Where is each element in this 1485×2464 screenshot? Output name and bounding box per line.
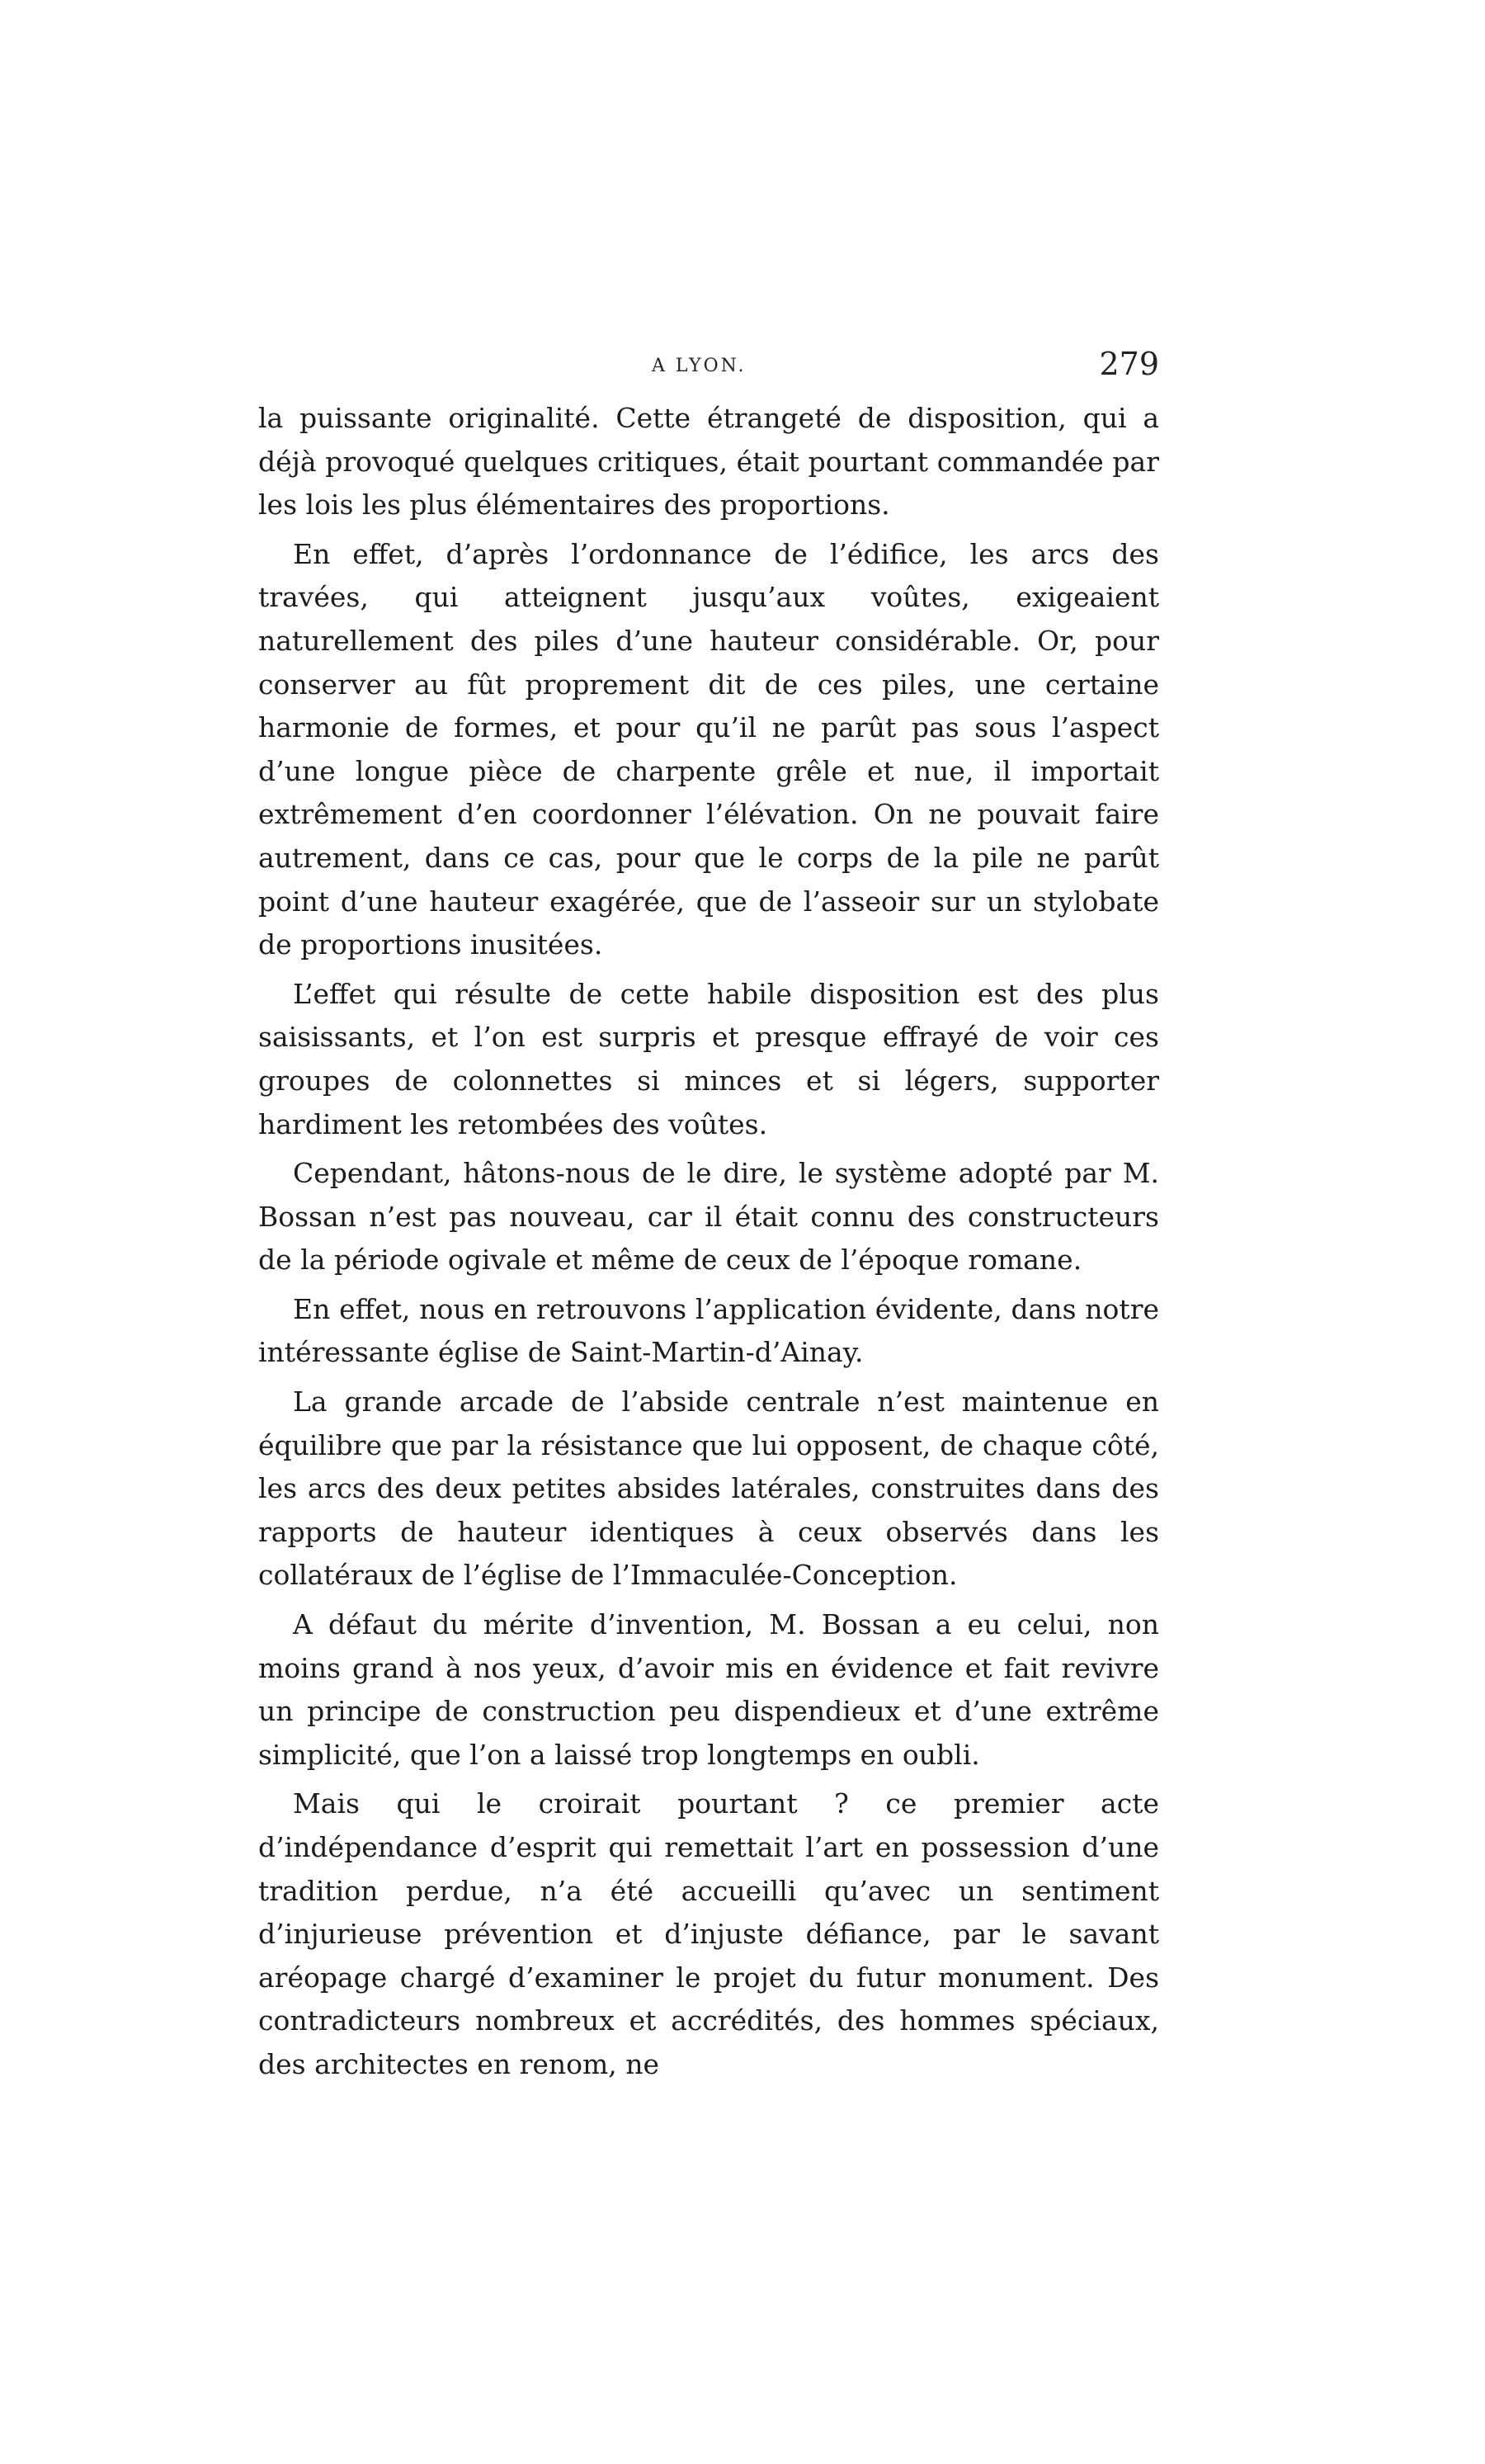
paragraph-continued: la puissante originalité. Cette étrangeté de disposition, qui a déjà provoqué quelques critiques, était pourtant commandée par les lois les plus élémentaires des proportions.	[258, 402, 1159, 522]
paragraph: L’effet qui résulte de cette habile disposition est des plus saisissants, et l’on est surpris et presque effrayé de voir ces groupes de colonnettes si minces et si légers, supporter hardiment les retombées des voûtes.	[258, 977, 1159, 1140]
paragraph: A défaut du mérite d’invention, M. Bossan a eu celui, non moins grand à nos yeux, d’avoir mis en évidence et fait revivre un principe de construction peu dispendieux et d’une extrême simplicité, que l’on a laissé trop longtemps en oubli.	[258, 1608, 1159, 1771]
paragraph: En effet, nous en retrouvons l’application évidente, dans notre intéressante église de Saint-Martin-d’Ainay.	[258, 1292, 1159, 1369]
running-title: A LYON.	[652, 356, 747, 376]
paragraph: En effet, d’après l’ordonnance de l’édifice, les arcs des travées, qui atteignent jusqu’aux voûtes, exigeaient naturellement des piles d’une hauteur considérable. Or, pour conserver au fût proprement dit de ces piles, une certaine harmonie de formes, et pour qu’il ne parût pas sous l’aspect d’une longue pièce de charpente grêle et nue, il importait extrêmement d’en coordonner l’élévation. On ne pouvait faire autrement, dans ce cas, pour que le corps de la pile ne parût point d’une hauteur exagérée, que de l’asseoir sur un stylobate de proportions inusitées.	[258, 537, 1159, 961]
body-text	[258, 397, 1159, 2093]
paragraph: Cependant, hâtons-nous de le dire, le système adopté par M. Bossan n’est pas nouveau, car il était connu des constructeurs de la période ogivale et même de ceux de l’époque romane.	[258, 1157, 1159, 1277]
page-number: 279	[1099, 346, 1159, 382]
paragraph: La grande arcade de l’abside centrale n’est maintenue en équilibre que par la résistance que lui opposent, de chaque côté, les arcs des deux petites absides latérales, construites dans des rapports de hauteur identiques à ceux observés dans les collatéraux de l’église de l’Immaculée-Conception.	[258, 1385, 1159, 1592]
running-head	[258, 342, 1159, 392]
paragraph: Mais qui le croirait pourtant ? ce premier acte d’indépendance d’esprit qui remettait l’art en possession d’une tradition perdue, n’a été accueilli qu’avec un sentiment d’injurieuse prévention et d’injuste défiance, par le savant aréopage chargé d’examiner le projet du futur monument. Des contradicteurs nombreux et accrédités, des hommes spéciaux, des architectes en renom, ne	[258, 1787, 1159, 2080]
